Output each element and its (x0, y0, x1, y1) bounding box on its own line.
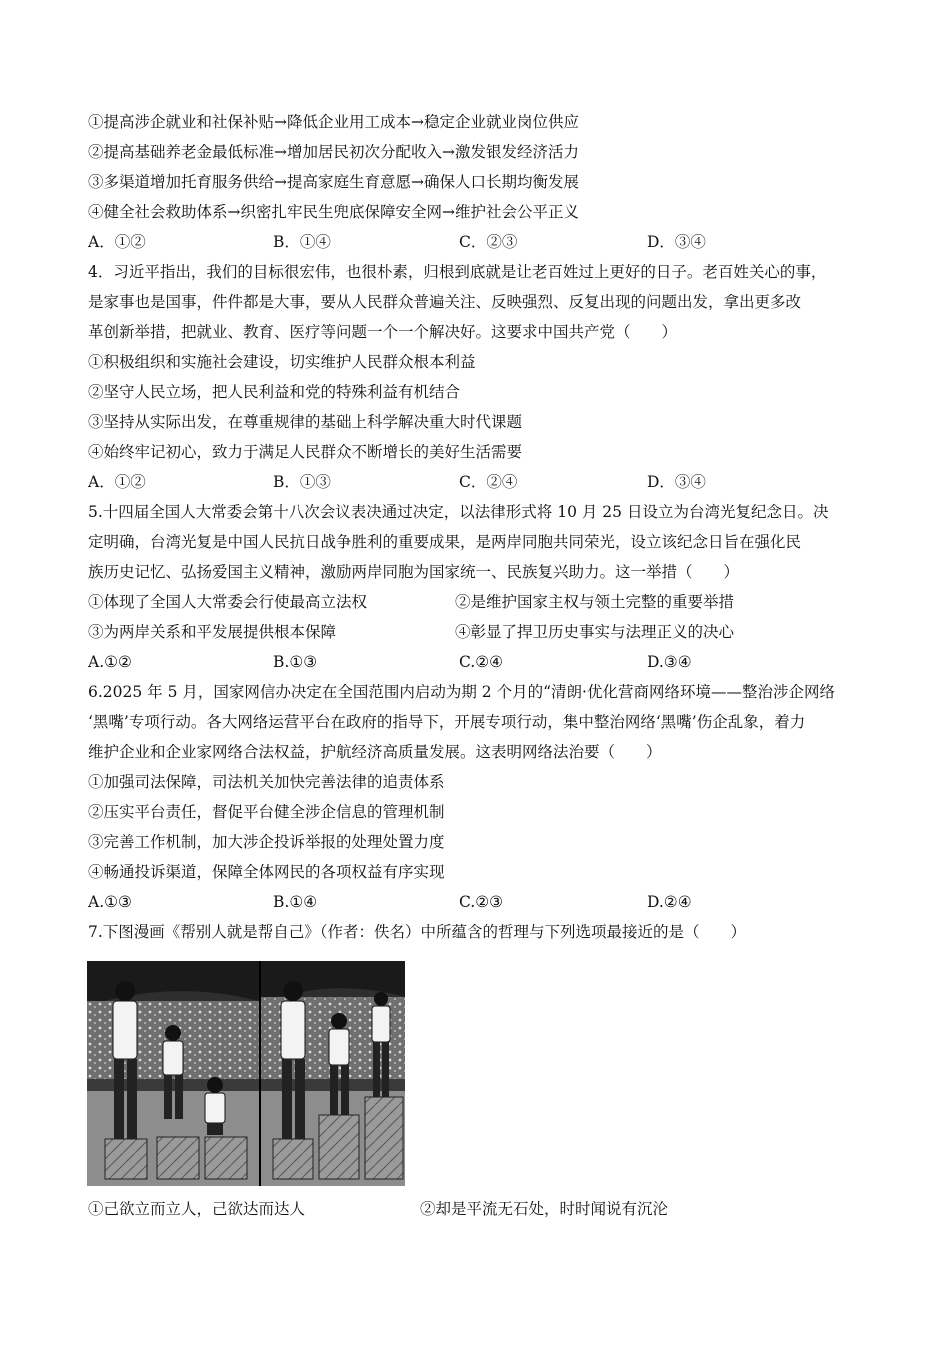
q4-stem-line-3: 革创新举措，把就业、教育、医疗等问题一个一个解决好。这要求中国共产党（ ） (88, 323, 678, 341)
q5-item-2: ②是维护国家主权与领土完整的重要举措 (455, 593, 735, 611)
left-child-figure-2 (205, 1077, 225, 1135)
q3-option-c: C．②③ (459, 233, 518, 251)
q4-option-d: D．③④ (647, 473, 706, 491)
q6-stem-line-1: 6.2025 年 5 月，国家网信办决定在全国范围内启动为期 2 个月的“清朗·优化营商网络环境——整治涉企网络 (88, 683, 835, 701)
q6-option-d: D.②④ (647, 893, 692, 911)
q5-stem-line-3: 族历史记忆、弘扬爱国主义精神，激励两岸同胞为国家统一、民族复兴助力。这一举措（ ） (88, 563, 740, 581)
q4-option-c: C．②④ (459, 473, 518, 491)
q5-option-d: D.③④ (647, 653, 692, 671)
right-crate-2 (319, 1115, 359, 1179)
q5-option-a: A.①② (88, 653, 132, 671)
q5-item-1: ①体现了全国人大常委会行使最高立法权 (88, 593, 368, 611)
q3-item-1: ①提高涉企就业和社保补贴→降低企业用工成本→稳定企业就业岗位供应 (88, 113, 579, 131)
q4-item-3: ③坚持从实际出发，在尊重规律的基础上科学解决重大时代课题 (88, 413, 523, 431)
q4-item-1: ①积极组织和实施社会建设，切实维护人民群众根本利益 (88, 353, 476, 371)
q5-stem-line-1: 5.十四届全国人大常委会第十八次会议表决通过决定，以法律形式将 10 月 25 日设立为台湾光复纪念日。决 (88, 503, 829, 521)
q5-item-4: ④彰显了捍卫历史事实与法理正义的决心 (455, 623, 735, 641)
left-crate-1 (105, 1139, 147, 1179)
q4-item-2: ②坚守人民立场，把人民利益和党的特殊利益有机结合 (88, 383, 461, 401)
q6-option-b: B.①④ (273, 893, 318, 911)
comic-left-panel (87, 961, 259, 1186)
q6-option-c: C.②③ (459, 893, 504, 911)
q5-option-c: C.②④ (459, 653, 504, 671)
q4-stem-line-1: 4．习近平指出，我们的目标很宏伟，也很朴素，归根到底就是让老百姓过上更好的日子。老百姓关心的事， (88, 263, 827, 281)
q6-stem-line-2: ‘黑嘴’专项行动。各大网络运营平台在政府的指导下，开展专项行动，集中整治网络‘黑嘴’伤企乱象，着力 (88, 713, 806, 731)
q6-stem-line-3: 维护企业和企业家网络合法权益，护航经济高质量发展。这表明网络法治要（ ） (88, 743, 662, 761)
q3-option-b: B．①④ (273, 233, 331, 251)
q3-option-a: A．①② (88, 233, 146, 251)
q4-option-b: B．①③ (273, 473, 331, 491)
q3-item-4: ④健全社会救助体系→织密扎牢民生兜底保障安全网→维护社会公平正义 (88, 203, 579, 221)
q4-stem-line-2: 是家事也是国事，件件都是大事，要从人民群众普遍关注、反映强烈、反复出现的问题出发，拿出更多改 (88, 293, 802, 311)
q7-stem: 7.下图漫画《帮别人就是帮自己》（作者：佚名）中所蕴含的哲理与下列选项最接近的是（ ） (88, 923, 747, 941)
right-crate-1 (273, 1139, 313, 1179)
q4-option-a: A．①② (88, 473, 146, 491)
q4-item-4: ④始终牢记初心，致力于满足人民群众不断增长的美好生活需要 (88, 443, 523, 461)
q7-item-1: ①己欲立而立人，己欲达而达人 (88, 1200, 306, 1218)
left-crate-2 (157, 1137, 199, 1179)
q6-item-4: ④畅通投诉渠道，保障全体网民的各项权益有序实现 (88, 863, 445, 881)
q3-item-2: ②提高基础养老金最低标准→增加居民初次分配收入→激发银发经济活力 (88, 143, 579, 161)
q3-item-3: ③多渠道增加托育服务供给→提高家庭生育意愿→确保人口长期均衡发展 (88, 173, 579, 191)
right-crate-3 (365, 1097, 403, 1179)
q6-item-1: ①加强司法保障，司法机关加快完善法律的追责体系 (88, 773, 445, 791)
comic-illustration (87, 961, 405, 1186)
q3-option-d: D．③④ (647, 233, 706, 251)
q6-item-3: ③完善工作机制，加大涉企投诉举报的处理处置力度 (88, 833, 445, 851)
q5-option-b: B.①③ (273, 653, 318, 671)
q6-option-a: A.①③ (88, 893, 132, 911)
q5-item-3: ③为两岸关系和平发展提供根本保障 (88, 623, 337, 641)
q6-item-2: ②压实平台责任，督促平台健全涉企信息的管理机制 (88, 803, 445, 821)
q5-stem-line-2: 定明确，台湾光复是中国人民抗日战争胜利的重要成果，是两岸同胞共同荣光，设立该纪念日旨在强化民 (88, 533, 802, 551)
q7-item-2: ②却是平流无石处，时时闻说有沉沦 (420, 1200, 669, 1218)
left-crate-3 (205, 1137, 247, 1179)
comic-right-panel (261, 961, 405, 1186)
